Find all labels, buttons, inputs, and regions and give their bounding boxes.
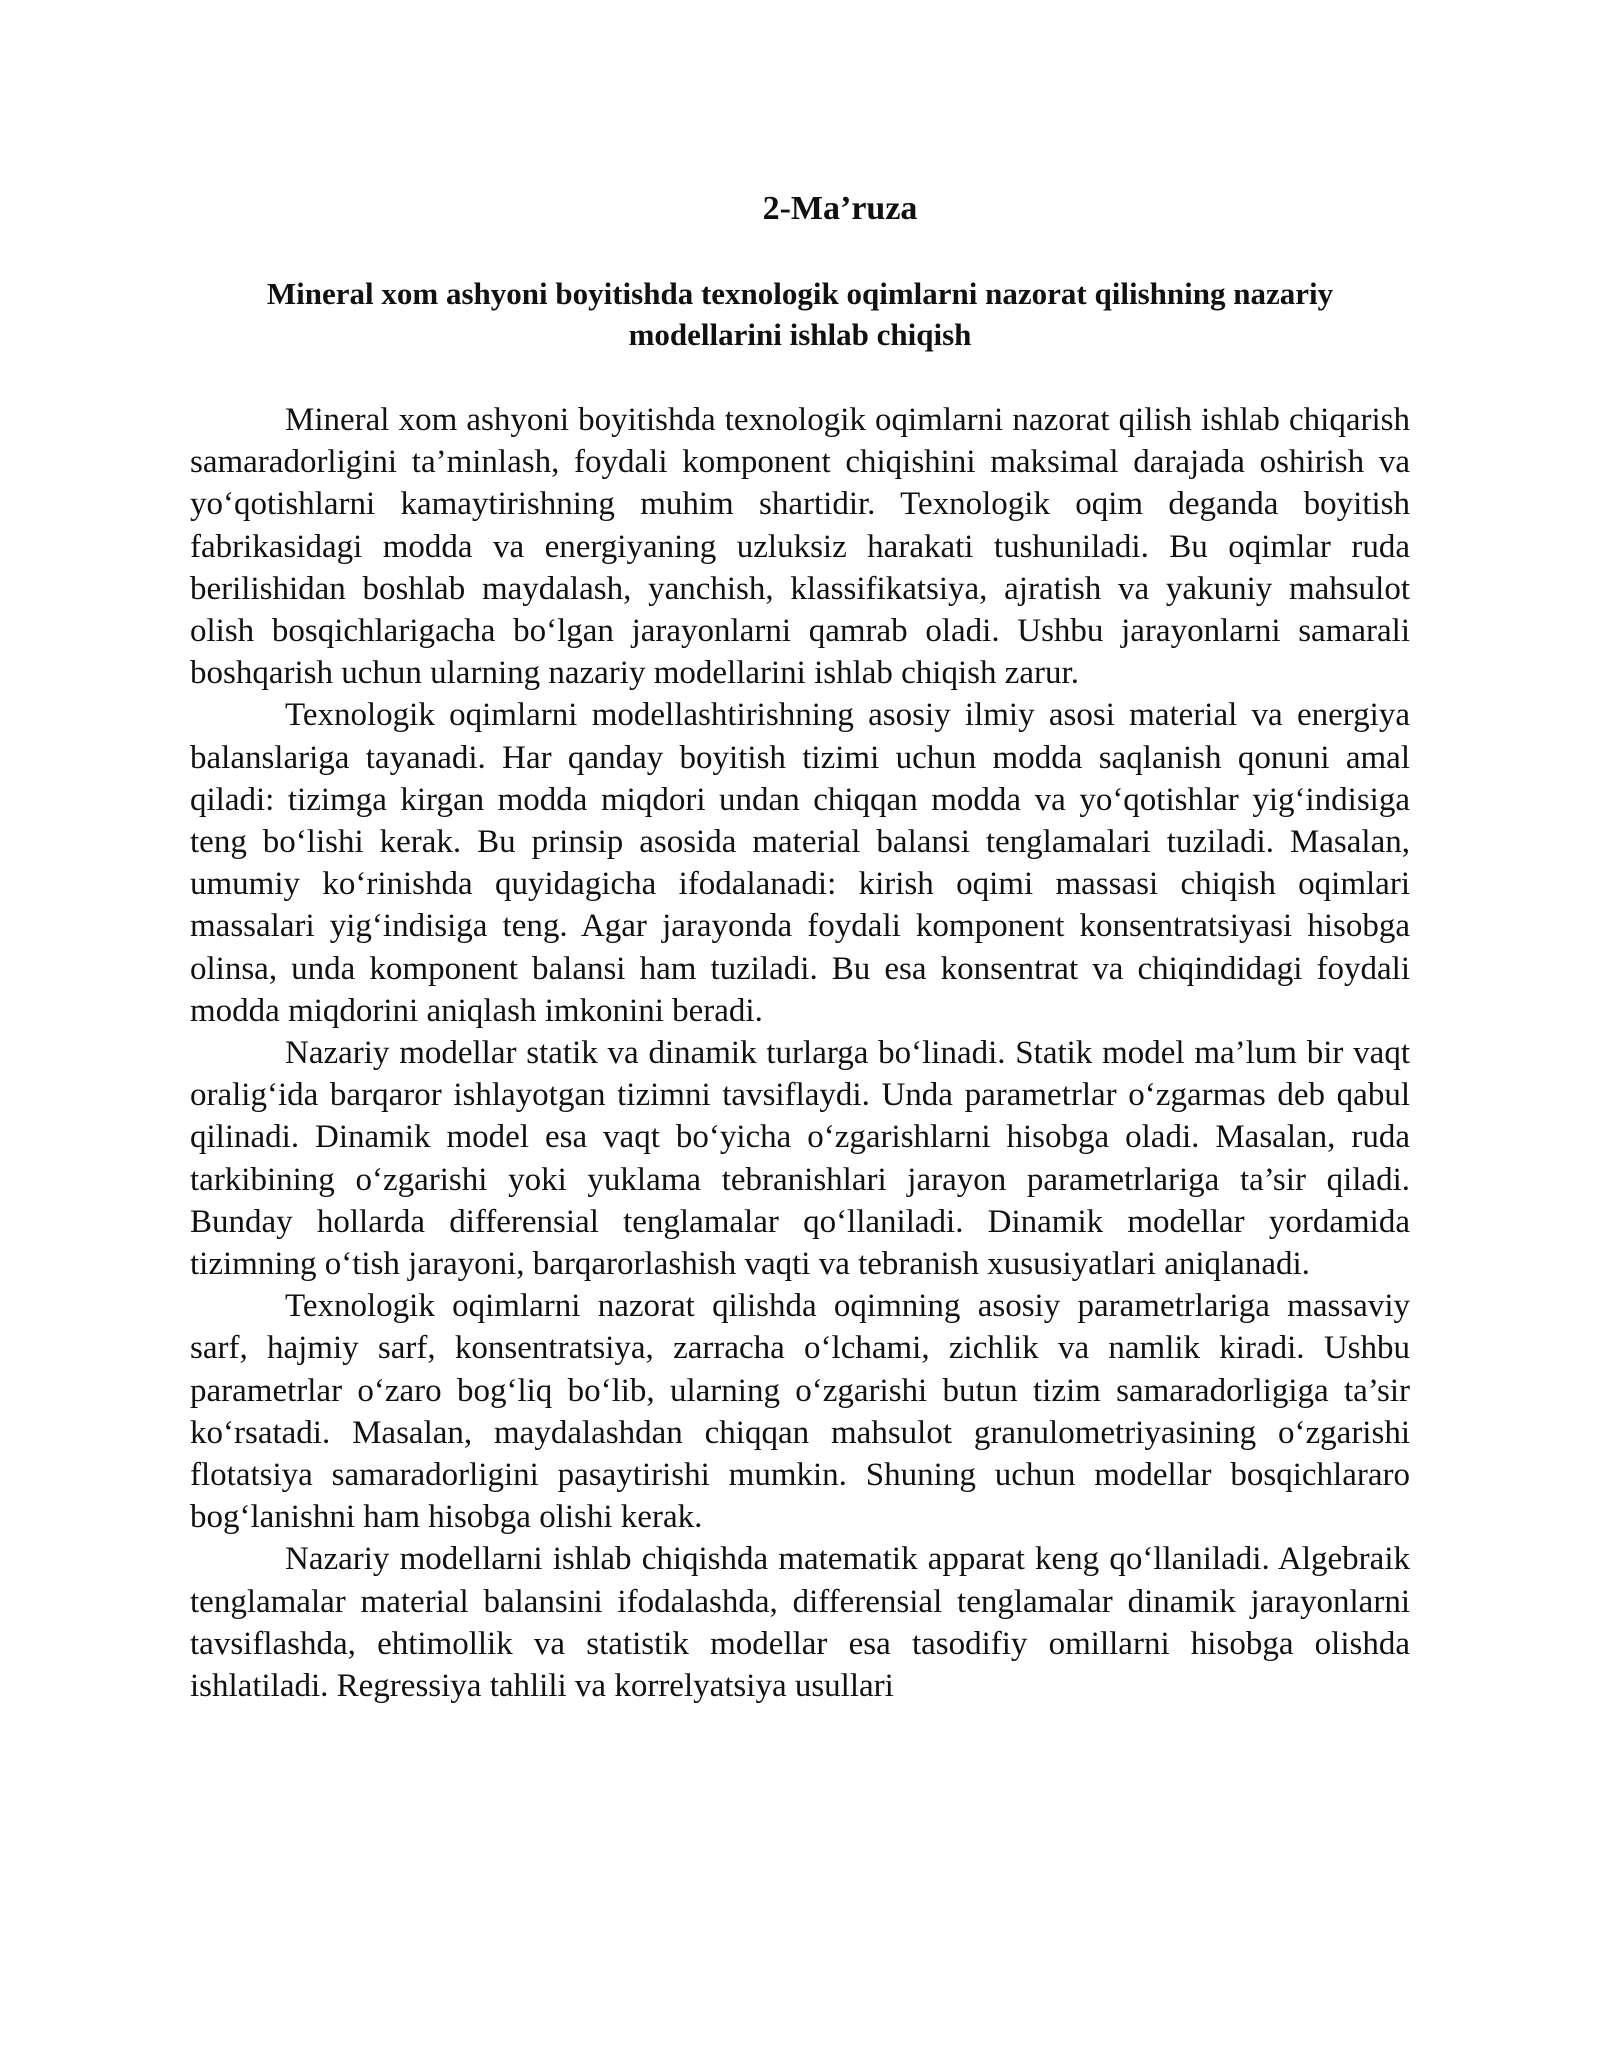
body-text — [190, 399, 1410, 1707]
paragraph: Nazariy modellar statik va dinamik turlarga bo‘linadi. Statik model ma’lum bir vaqt oralig‘ida barqaror ishlayotgan tizimni tavsiflaydi. Unda parametrlar o‘zgarmas deb qabul qilinadi. Dinamik model esa vaqt bo‘yicha o‘zgarishlarni hisobga oladi. Masalan, ruda tarkibining o‘zgarishi yoki yuklama tebranishlari jarayon parametrlariga ta’sir qiladi. Bunday hollarda differensial tenglamalar qo‘llaniladi. Dinamik modellar yordamida tizimning o‘tish jarayoni, barqarorlashish vaqti va tebranish xususiyatlari aniqlanadi. — [190, 1035, 1410, 1283]
document-page — [190, 185, 1410, 1707]
lecture-title: 2-Ma’ruza — [762, 190, 918, 227]
topic-title: Mineral xom ashyoni boyitishda texnologik oqimlarni nazorat qilishning nazariy modellarini ishlab chiqish — [266, 276, 1334, 352]
paragraph: Texnologik oqimlarni nazorat qilishda oqimning asosiy parametrlariga massaviy sarf, hajmiy sarf, konsentratsiya, zarracha o‘lchami, zichlik va namlik kiradi. Ushbu parametrlar o‘zaro bog‘liq bo‘lib, ularning o‘zgarishi butun tizim samaradorligiga ta’sir ko‘rsatadi. Masalan, maydalashdan chiqqan mahsulot granulometriyasining o‘zgarishi flotatsiya samaradorligini pasaytirishi mumkin. Shuning uchun modellar bosqichlararo bog‘lanishni ham hisobga olishi kerak. — [190, 1288, 1410, 1536]
paragraph: Mineral xom ashyoni boyitishda texnologik oqimlarni nazorat qilish ishlab chiqarish samaradorligini ta’minlash, foydali komponent chiqishini maksimal darajada oshirish va yo‘qotishlarni kamaytirishning muhim shartidir. Texnologik oqim deganda boyitish fabrikasidagi modda va energiyaning uzluksiz harakati tushuniladi. Bu oqimlar ruda berilishidan boshlab maydalash, yanchish, klassifikatsiya, ajratish va yakuniy mahsulot olish bosqichlarigacha bo‘lgan jarayonlarni qamrab oladi. Ushbu jarayonlarni samarali boshqarish uchun ularning nazariy modellarini ishlab chiqish zarur. — [190, 402, 1410, 692]
paragraph: Texnologik oqimlarni modellashtirishning asosiy ilmiy asosi material va energiya balanslariga tayanadi. Har qanday boyitish tizimi uchun modda saqlanish qonuni amal qiladi: tizimga kirgan modda miqdori undan chiqqan modda va yo‘qotishlar yig‘indisiga teng bo‘lishi kerak. Bu prinsip asosida material balansi tenglamalari tuziladi. Masalan, umumiy ko‘rinishda quyidagicha ifodalanadi: kirish oqimi massasi chiqish oqimlari massalari yig‘indisiga teng. Agar jarayonda foydali komponent konsentratsiyasi hisobga olinsa, unda komponent balansi ham tuziladi. Bu esa konsentrat va chiqindidagi foydali modda miqdorini aniqlash imkonini beradi. — [190, 697, 1410, 1029]
paragraph: Nazariy modellarni ishlab chiqishda matematik apparat keng qo‘llaniladi. Algebraik tenglamalar material balansini ifodalashda, differensial tenglamalar dinamik jarayonlarni tavsiflashda, ehtimollik va statistik modellar esa tasodifiy omillarni hisobga olishda ishlatiladi. Regressiya tahlili va korrelyatsiya usullari — [190, 1541, 1410, 1705]
